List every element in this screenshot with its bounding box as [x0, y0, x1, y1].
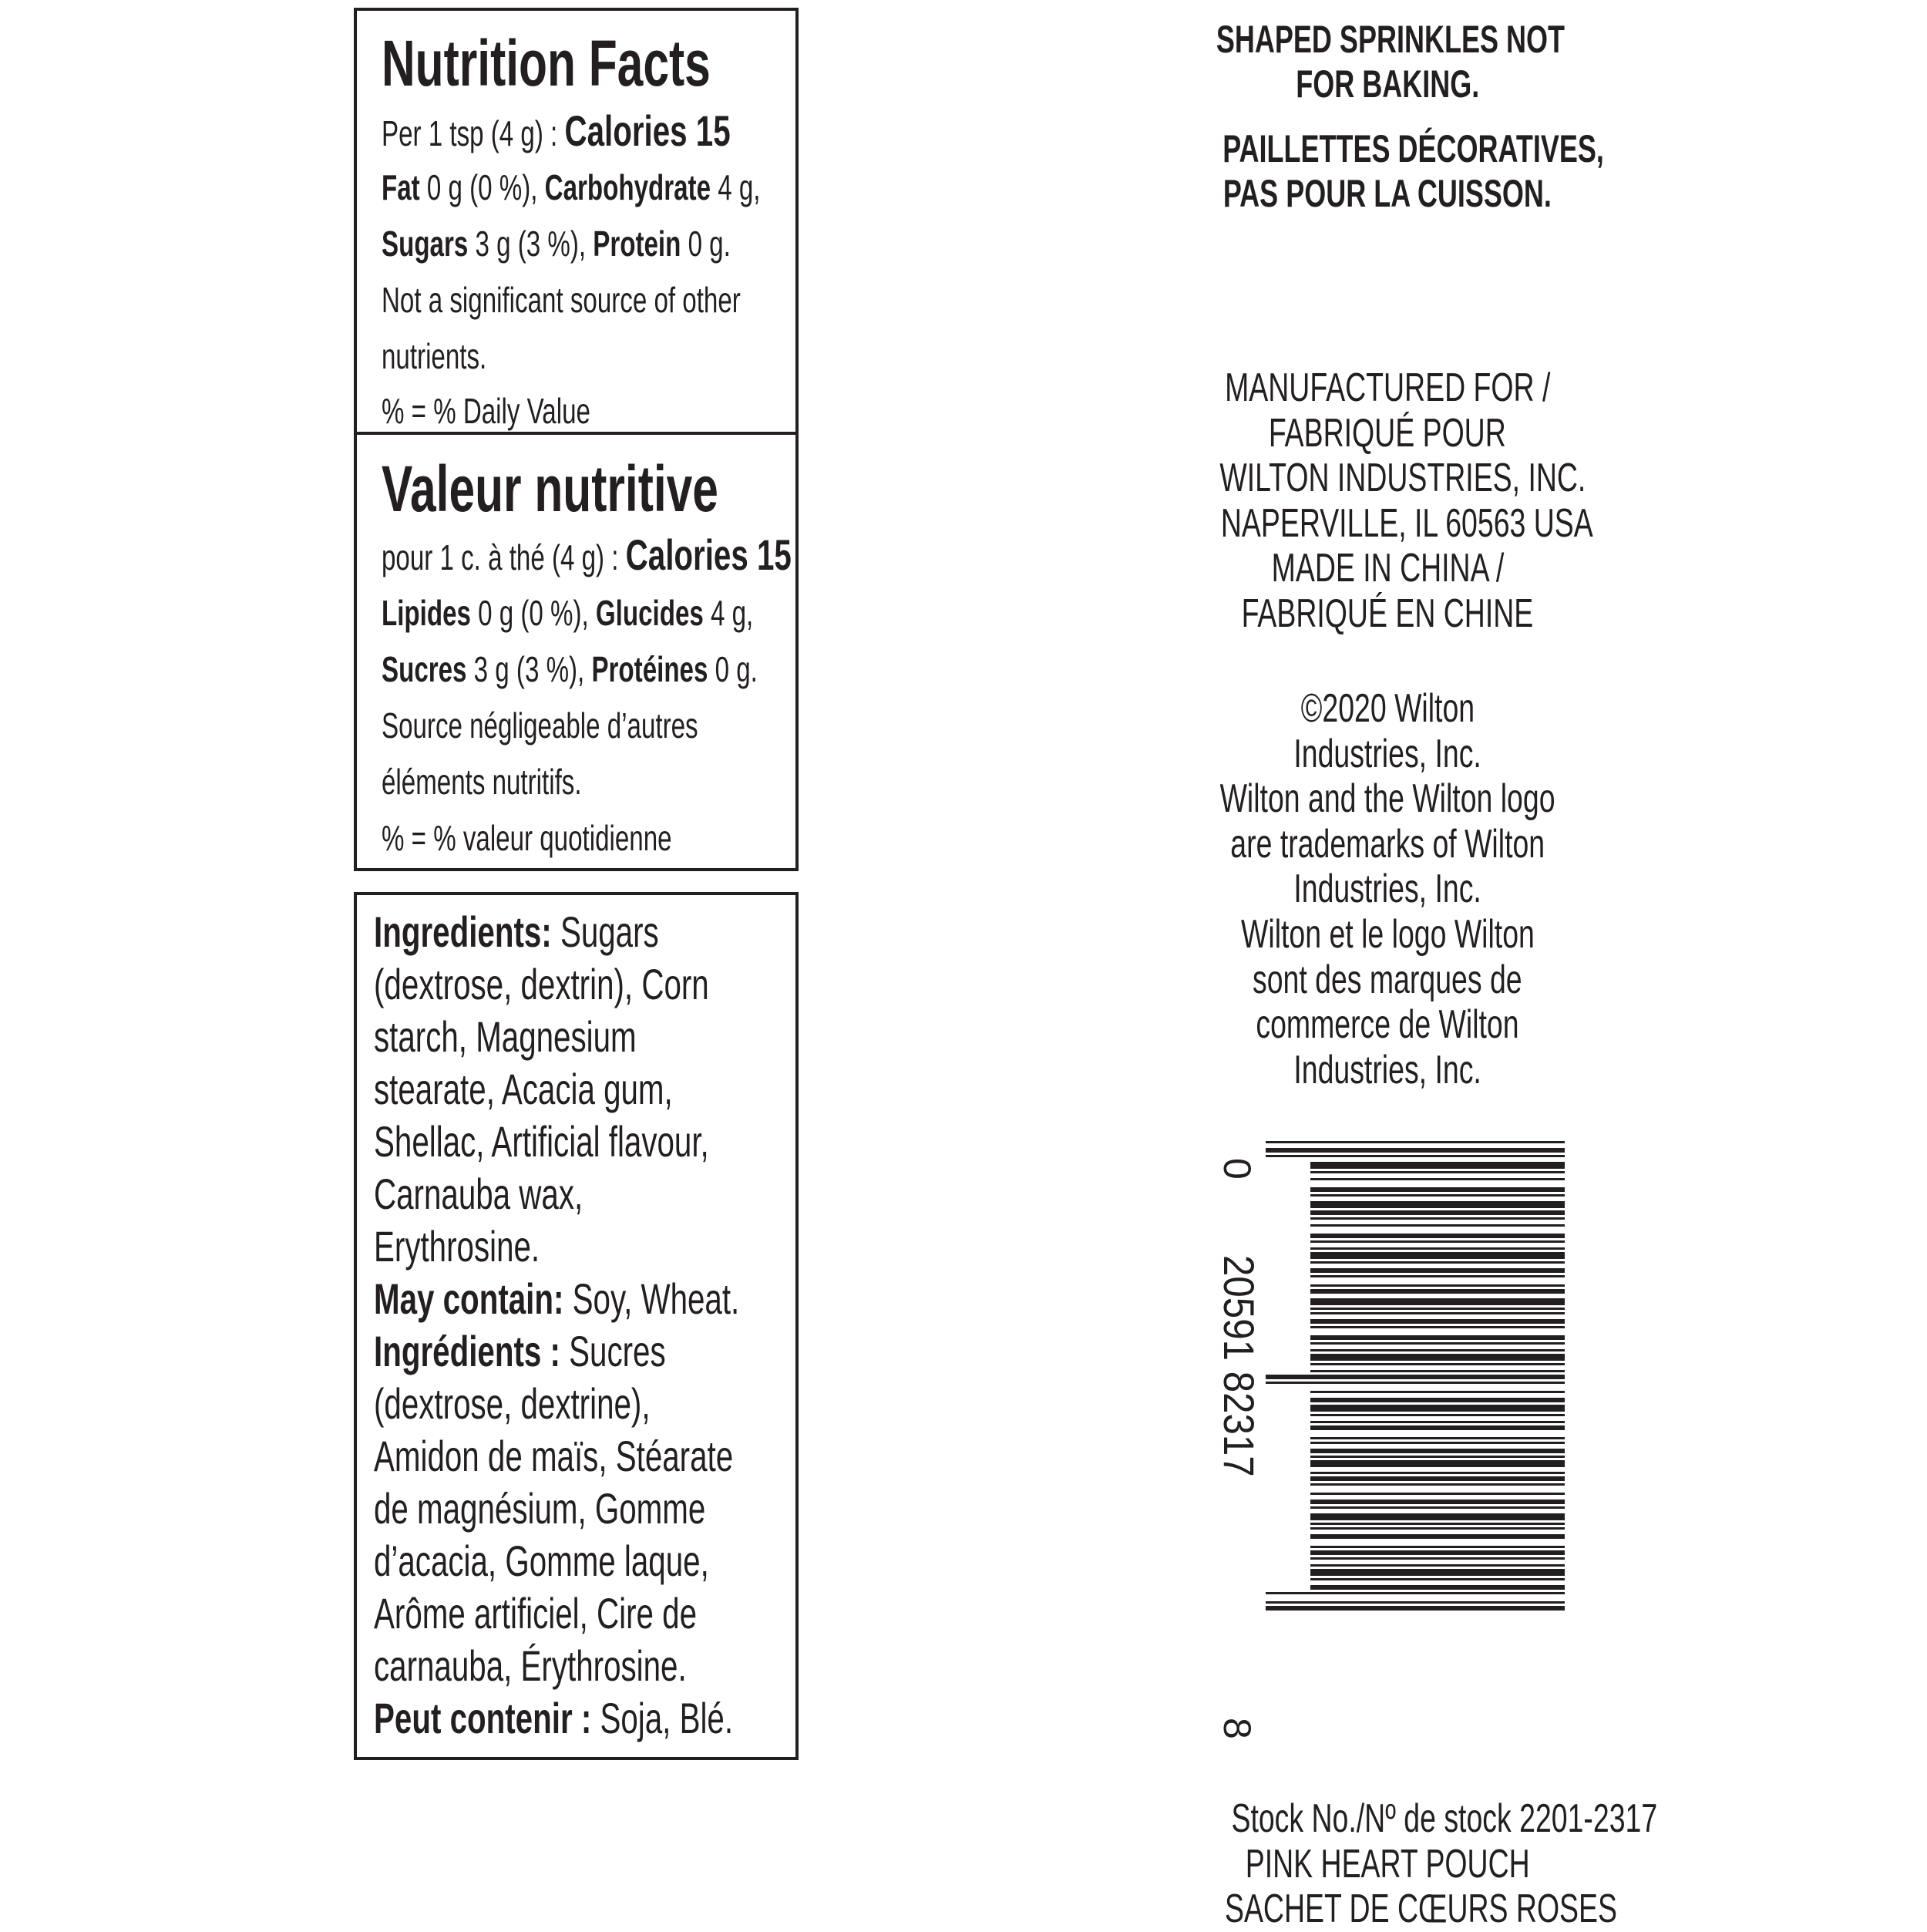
ingredients-en-line: Shellac, Artificial flavour,	[374, 1117, 709, 1166]
barcode-bar	[1310, 1335, 1565, 1340]
barcode-bar	[1310, 1289, 1565, 1294]
barcode-bar	[1310, 1308, 1565, 1310]
barcode-bar	[1310, 1178, 1565, 1180]
nutrition-note-line-2: nutrients.	[382, 336, 487, 376]
nutrition-facts-panel	[354, 8, 799, 871]
copyright-line: Industries, Inc.	[1293, 1047, 1481, 1092]
ingredients-fr-line: Amidon de maïs, Stéarate	[374, 1432, 734, 1480]
manufacturer-line: MANUFACTURED FOR /	[1224, 365, 1551, 410]
barcode-bar	[1310, 1201, 1565, 1208]
barcode-bar	[1310, 1460, 1565, 1467]
manufacturer-line: FABRIQUÉ POUR	[1269, 410, 1506, 456]
barcode-bars	[1266, 1141, 1565, 1611]
copyright-line: Industries, Inc.	[1293, 731, 1481, 776]
copyright-notice	[1148, 686, 1626, 1092]
barcode-bar	[1310, 1437, 1565, 1439]
barcode-bar	[1310, 1585, 1565, 1590]
baking-warning	[1148, 17, 1626, 216]
nutrition-daily-value-line: % = % Daily Value	[382, 391, 590, 431]
copyright-line: are trademarks of Wilton	[1230, 821, 1545, 867]
barcode-bar	[1266, 1382, 1565, 1384]
valeur-note-line-2: éléments nutritifs.	[382, 762, 582, 802]
barcode-bar	[1310, 1217, 1565, 1220]
barcode-bar	[1310, 1298, 1565, 1305]
warning-line: SHAPED SPRINKLES NOT	[1216, 18, 1565, 61]
manufacturer-info	[1148, 365, 1626, 637]
barcode-bar	[1310, 1224, 1565, 1227]
product-name-fr: SACHET DE CŒURS ROSES	[1224, 1887, 1617, 1932]
barcode-bar	[1266, 1155, 1565, 1157]
barcode-bar	[1310, 1578, 1565, 1580]
warning-line: PAILLETTES DÉCORATIVES,	[1222, 127, 1604, 170]
manufacturer-line: NAPERVILLE, IL 60563 USA	[1220, 500, 1593, 546]
valeur-nutritive-title: Valeur nutritive	[382, 453, 718, 525]
barcode-bar	[1310, 1234, 1565, 1238]
ingredients-en-line: (dextrose, dextrin), Corn	[374, 960, 709, 1008]
valeur-serving-line: pour 1 c. à thé (4 g) : Calories 15	[382, 530, 792, 579]
barcode-bar	[1310, 1210, 1565, 1215]
nutrition-serving-line: Per 1 tsp (4 g) : Calories 15	[382, 106, 731, 155]
valeur-daily-value-line: % = % valeur quotidienne	[382, 818, 672, 858]
barcode-bar	[1310, 1319, 1565, 1324]
ingredients-en-line: Carnauba wax,	[374, 1170, 583, 1218]
barcode-bar	[1266, 1375, 1565, 1379]
ingredients-fr-line: d’acacia, Gomme laque,	[374, 1537, 709, 1585]
copyright-line: Wilton et le logo Wilton	[1240, 911, 1535, 957]
nutrition-note-line: Not a significant source of other	[382, 280, 741, 320]
barcode-bar	[1310, 1421, 1565, 1423]
barcode-bar	[1310, 1275, 1565, 1277]
barcode-bar	[1310, 1557, 1565, 1560]
barcode-bar	[1310, 1252, 1565, 1259]
barcode-bar	[1266, 1148, 1565, 1153]
barcode-bar	[1310, 1449, 1565, 1453]
barcode-bar	[1310, 1527, 1565, 1530]
barcode-bar	[1310, 1546, 1565, 1548]
barcode-bar	[1310, 1472, 1565, 1474]
product-name-en: PINK HEART POUCH	[1245, 1841, 1530, 1887]
barcode-last-digit: 8	[1216, 1718, 1259, 1739]
barcode-bar	[1266, 1141, 1565, 1143]
barcode-bar	[1310, 1442, 1565, 1444]
barcode-bar	[1266, 1606, 1565, 1611]
ingredients-en-line: Erythrosine.	[374, 1222, 540, 1271]
barcode-bar	[1310, 1342, 1565, 1345]
barcode-bar	[1310, 1284, 1565, 1287]
barcode-bar	[1310, 1550, 1565, 1555]
barcode-bar	[1310, 1476, 1565, 1481]
stock-info	[1148, 1796, 1658, 1932]
copyright-line: sont des marques de	[1253, 957, 1522, 1002]
barcode-bar	[1310, 1493, 1565, 1495]
nutrition-divider	[357, 432, 795, 435]
barcode-bar	[1310, 1398, 1565, 1402]
barcode-bar	[1310, 1268, 1565, 1273]
manufacturer-line: WILTON INDUSTRIES, INC.	[1219, 456, 1586, 501]
barcode-bar	[1310, 1534, 1565, 1539]
barcode-bar	[1310, 1506, 1565, 1509]
barcode-bar	[1310, 1187, 1565, 1192]
ingredients-en-line: stearate, Acacia gum,	[374, 1065, 673, 1113]
nutrition-sugar-protein-line: Sugars 3 g (3 %), Protein 0 g.	[382, 224, 731, 264]
barcode-bar	[1310, 1194, 1565, 1197]
barcode-middle-digits: 20591 82317	[1214, 1255, 1263, 1477]
barcode-bar	[1310, 1569, 1565, 1576]
barcode-bar	[1310, 1349, 1565, 1351]
barcode-bar	[1310, 1363, 1565, 1365]
ingredients-fr-line: (dextrose, dextrine),	[374, 1379, 651, 1428]
barcode-bar	[1310, 1370, 1565, 1372]
barcode-bar	[1266, 1592, 1565, 1594]
warning-line: FOR BAKING.	[1295, 62, 1479, 106]
upc-barcode	[1210, 1141, 1572, 1758]
ingredients-fr-line: Arôme artificiel, Cire de	[374, 1589, 698, 1637]
copyright-line: commerce de Wilton	[1256, 1002, 1519, 1048]
barcode-bar	[1310, 1391, 1565, 1393]
ingredients-panel	[354, 892, 799, 1760]
barcode-bar	[1310, 1414, 1565, 1416]
barcode-bar	[1310, 1326, 1565, 1328]
stock-number-line: Stock No./Nº de stock 2201-2317	[1231, 1796, 1658, 1841]
barcode-bar	[1310, 1162, 1565, 1169]
may-contain-fr-line: Peut contenir : Soja, Blé.	[374, 1694, 734, 1742]
may-contain-en-line: May contain: Soy, Wheat.	[374, 1274, 740, 1323]
barcode-bar	[1310, 1240, 1565, 1243]
barcode-bar	[1310, 1171, 1565, 1173]
ingredients-en-line: Ingredients: Sugars	[374, 907, 659, 956]
copyright-line: Wilton and the Wilton logo	[1219, 776, 1555, 822]
nutrition-fat-carb-line: Fat 0 g (0 %), Carbohydrate 4 g,	[382, 167, 761, 207]
barcode-bar	[1310, 1523, 1565, 1525]
ingredients-fr-line: carnauba, Érythrosine.	[374, 1641, 687, 1690]
barcode-bar	[1310, 1513, 1565, 1520]
ingredients-fr-line: Ingrédients : Sucres	[374, 1327, 666, 1375]
barcode-bar	[1310, 1499, 1565, 1504]
ingredients-fr-line: de magnésium, Gomme	[374, 1484, 706, 1533]
barcode-bar	[1310, 1564, 1565, 1567]
warning-line: PAS POUR LA CUISSON.	[1222, 172, 1552, 215]
barcode-bar	[1310, 1247, 1565, 1250]
barcode-bar	[1310, 1261, 1565, 1264]
barcode-bar	[1266, 1601, 1565, 1604]
barcode-bar	[1310, 1425, 1565, 1430]
copyright-line: Industries, Inc.	[1293, 867, 1481, 912]
barcode-bar	[1310, 1483, 1565, 1486]
barcode-bar	[1310, 1405, 1565, 1412]
barcode-bar	[1310, 1456, 1565, 1458]
nutrition-facts-title: Nutrition Facts	[382, 27, 711, 99]
barcode-bar	[1310, 1354, 1565, 1361]
valeur-sucres-proteines-line: Sucres 3 g (3 %), Protéines 0 g.	[382, 649, 758, 689]
manufacturer-line: FABRIQUÉ EN CHINE	[1241, 591, 1534, 636]
valeur-note-line: Source négligeable d’autres	[382, 705, 698, 746]
barcode-first-digit: 0	[1216, 1158, 1259, 1180]
valeur-lipides-glucides-line: Lipides 0 g (0 %), Glucides 4 g,	[382, 593, 754, 633]
barcode-bar	[1310, 1312, 1565, 1314]
manufacturer-line: MADE IN CHINA /	[1271, 546, 1504, 591]
copyright-line: ©2020 Wilton	[1300, 686, 1475, 731]
ingredients-en-line: starch, Magnesium	[374, 1012, 637, 1061]
